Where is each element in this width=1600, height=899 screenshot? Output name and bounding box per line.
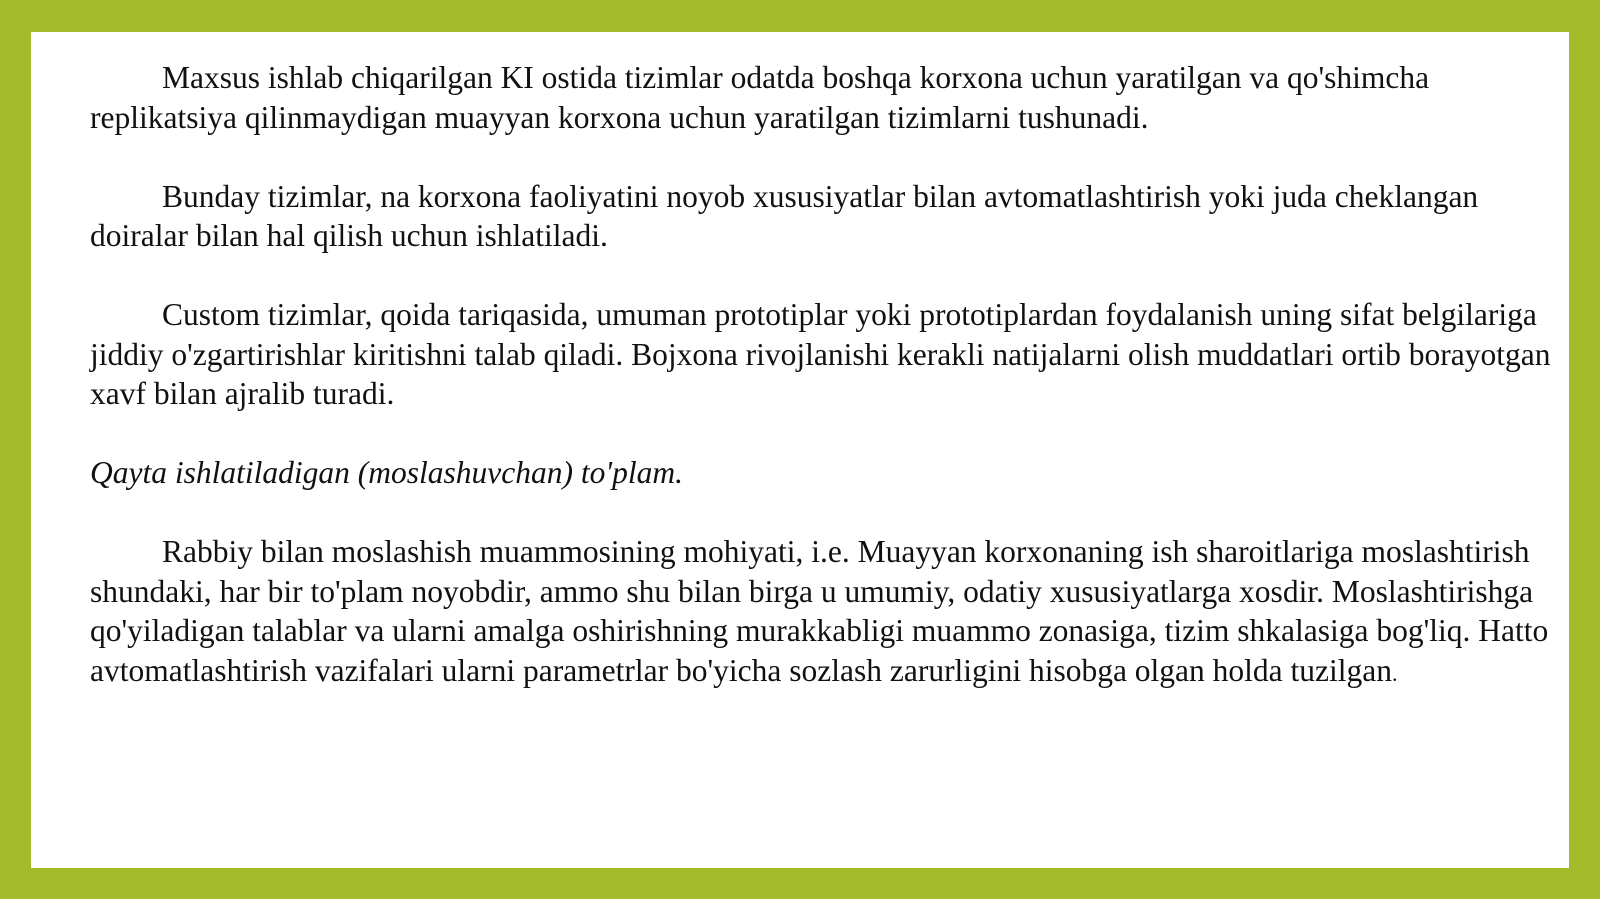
slide bbox=[31, 32, 1569, 868]
paragraph-custom-systems-risks: Custom tizimlar, qoida tariqasida, umuman prototiplar yoki prototiplardan foydalanish uning sifat belgilariga jiddiy o'zgartirishlar kiritishni talab qiladi. Bojxona rivojlanishi kerakli natijalarni olish muddatlari ortib borayotgan xavf bilan ajralib turadi. bbox=[90, 297, 1551, 411]
paragraph-adaptation-problem bbox=[90, 532, 1570, 693]
slide-text-body bbox=[90, 58, 1570, 733]
paragraph-custom-systems-definition: Maxsus ishlab chiqarilgan KI ostida tizimlar odatda boshqa korxona uchun yaratilgan va qo'shimcha replikatsiya qilinmaydigan muayyan korxona uchun yaratilgan tizimlarni tushunadi. bbox=[90, 60, 1430, 135]
paragraph-custom-systems-usage: Bunday tizimlar, na korxona faoliyatini noyob xususiyatlar bilan avtomatlashtirish yoki juda cheklangan doiralar bilan hal qilish uchun ishlatiladi. bbox=[90, 178, 1479, 253]
paragraph-adaptation-final-period: . bbox=[1392, 660, 1398, 686]
section-heading-reusable-package: Qayta ishlatiladigan (moslashuvchan) to'plam. bbox=[90, 455, 683, 490]
paragraph-adaptation-text: Rabbiy bilan moslashish muammosining mohiyati, i.e. Muayyan korxonaning ish sharoitlariga moslashtirish shundaki, har bir to'plam noyobdir, ammo shu bilan birga u umumiy, odatiy xususiyatlarga xosdir. Moslashtirishga qo'yiladigan talablar va ularni amalga oshirishning murakkabligi muammo zonasiga, tizim shkalasiga bog'liq. Hatto avtomatlashtirish vazifalari ularni parametrlar bo'yicha sozlash zarurligini hisobga olgan holda tuzilgan bbox=[90, 534, 1549, 688]
